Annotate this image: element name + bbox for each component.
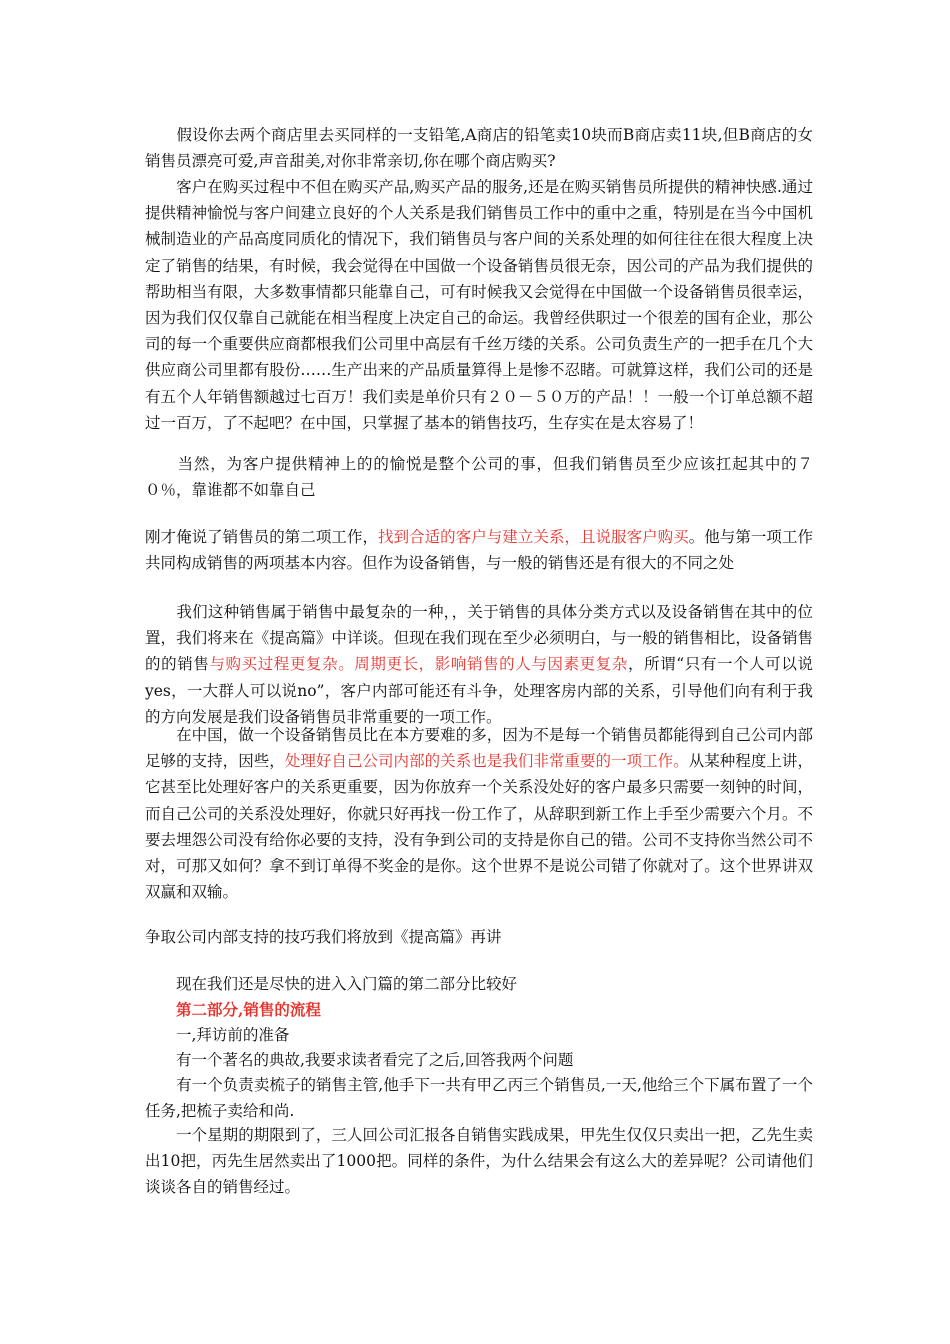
subsection-heading-preparation: 一,拜访前的准备 (145, 1026, 290, 1044)
internal-support-text-start: 在中国，做一个设备销售员比在本方要难的多，因为不是每一个销售员都能得到自己公司内部足够的支持，因些， (145, 726, 813, 771)
paragraph-comb-results: 一个星期的期限到了，三人回公司汇报各自销售实践成果，甲先生仅仅只卖出一把，乙先生卖出10把，丙先生居然卖出了1000把。同样的条件，为什么结果会有这么大的差异呢？公司请他们谈谈各自的销售经过。 (145, 1126, 813, 1197)
internal-support-text-end: 从某种程度上讲，它甚至比处理好客户的关系更重要，因为你放弃一个关系没处好的客户最多只需要一刻钟的时间，而自己公司的关系没处理好，你就只好再找一份工作了，从辞职到新工作上手至少需要六个月。不要去埋怨公司没有给你必要的支持，没有争到公司的支持是你自己的错。公司不支持你当然公司不对，可那又如何？拿不到订单得不奖金的是你。这个世界不是说公司错了你就对了。这个世界讲双双赢和双输。 (145, 752, 813, 902)
paragraph-second-task (145, 524, 813, 576)
paragraph-seventy-percent: 当然，为客户提供精神上的的愉悦是整个公司的事，但我们销售员至少应该扛起其中的７０％，靠谁都不如靠自己 (145, 455, 813, 500)
paragraph-skills-later: 争取公司内部支持的技巧我们将放到《提高篇》再讲 (145, 928, 502, 946)
complex-sales-text-end: ，所谓“只有一个人可以说yes，一大群人可以说no”，客户内部可能还有斗争，处理客房内部的关系，引导他们向有利于我的方向发展是我们设备销售员非常重要的一项工作。 (145, 655, 813, 726)
section-heading-sales-process: 第二部分,销售的流程 (145, 1000, 321, 1019)
paragraph-complex-sales (145, 599, 813, 730)
paragraph-spiritual-pleasure: 客户在购买过程中不但在购买产品,购买产品的服务,还是在购买销售员所提供的精神快感.通过提供精神愉悦与客户间建立良好的个人关系是我们销售员工作中的重中之重，特别是在当今中国机械制造业的产品高度同质化的情况下，我们销售员与客户间的关系处理的如何往往在很大程度上决定了销售的结果，有时候，我会觉得在中国做一个设备销售员很无奈，因公司的产品为我们提供的帮助相当有限，大多数事情都只能靠自己，可有时候我又会觉得在中国做一个设备销售员很幸运，因为我们仅仅靠自己就能在相当程度上决定自己的命运。我曾经供职过一个很差的国有企业，那公司的每一个重要供应商都根我们公司里中高层有千丝万缕的关系。公司负责生产的一把手在几个大供应商公司里都有股份……生产出来的产品质量算得上是惨不忍睹。可就算这样，我们公司的还是有五个人年销售额越过七百万！我们卖是单价只有２０－５０万的产品！！一般一个订单总额不超过一百万，了不起吧？在中国，只掌握了基本的销售技巧，生存实在是太容易了！ (145, 178, 813, 432)
second-task-text-start: 刚才俺说了销售员的第二项工作， (145, 528, 379, 546)
paragraph-famous-story: 有一个著名的典故,我要求读者看完了之后,回答我两个问题 (145, 1051, 574, 1069)
paragraph-comb-task: 有一个负责卖梳子的销售主管,他手下一共有甲乙丙三个销售员,一天,他给三个下属布置了一个任务,把梳子卖给和尚. (145, 1076, 813, 1121)
paragraph-internal-support (145, 722, 813, 905)
paragraph-enter-part-two: 现在我们还是尽快的进入入门篇的第二部分比较好 (145, 975, 518, 993)
second-task-text-end: 。他与第一项工作共同构成销售的两项基本内容。但作为设备销售，与一般的销售还是有很大的不同之处 (145, 528, 813, 573)
second-task-highlight: 找到合适的客户与建立关系，且说服客户购买 (378, 528, 689, 546)
complex-sales-text-start: 我们这种销售属于销售中最复杂的一种，，关于销售的具体分类方式以及设备销售在其中的位置，我们将来在《提高篇》中详谈。但现在我们现在至少必须明白，与一般的销售相比，设备销售的的销售 (145, 603, 813, 674)
paragraph-pencil-question: 假设你去两个商店里去买同样的一支铅笔,A商店的铅笔卖10块而B商店卖11块,但B商店的女销售员漂亮可爱,声音甜美,对你非常亲切,你在哪个商店购买? (145, 126, 813, 171)
internal-support-highlight: 处理好自己公司内部的关系也是我们非常重要的一项工作。 (284, 752, 689, 771)
complex-sales-highlight: 与购买过程更复杂。周期更长，影响销售的人与因素更复杂 (209, 655, 628, 674)
